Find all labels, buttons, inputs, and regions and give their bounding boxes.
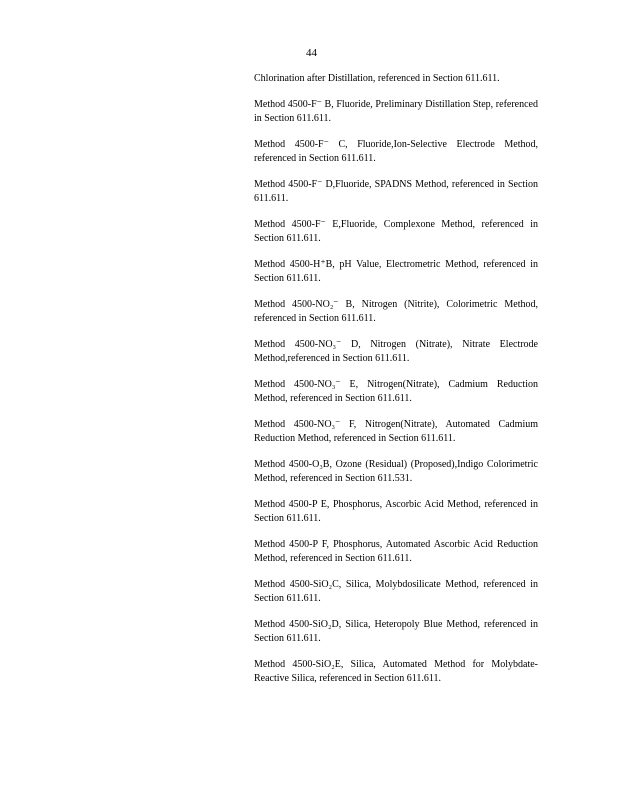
- list-item: Method 4500-SiO₂D, Silica, Heteropoly Blue Method, referenced in Section 611.611.: [254, 619, 538, 644]
- list-item: Method 4500-SiO₂E, Silica, Automated Method for Molybdate-Reactive Silica, referenced in Section 611.611.: [254, 659, 538, 684]
- list-item: Method 4500-F⁻ C, Fluoride,Ion-Selective Electrode Method, referenced in Section 611.611.: [254, 139, 538, 164]
- list-item: Method 4500-P E, Phosphorus, Ascorbic Acid Method, referenced in Section 611.611.: [254, 499, 538, 524]
- list-item: Method 4500-NO₃⁻ F, Nitrogen(Nitrate), Automated Cadmium Reduction Method, referenced in Section 611.611.: [254, 419, 538, 444]
- list-item: Method 4500-H⁺B, pH Value, Electrometric Method, referenced in Section 611.611.: [254, 259, 538, 284]
- list-item: Method 4500-SiO₂C, Silica, Molybdosilicate Method, referenced in Section 611.611.: [254, 579, 538, 604]
- list-item: Method 4500-P F, Phosphorus, Automated Ascorbic Acid Reduction Method, referenced in Section 611.611.: [254, 539, 538, 564]
- method-reference-list: [254, 72, 538, 698]
- list-item: Method 4500-O₃B, Ozone (Residual) (Proposed),Indigo Colorimetric Method, referenced in Section 611.531.: [254, 459, 538, 484]
- list-item: Chlorination after Distillation, referenced in Section 611.611.: [254, 73, 500, 84]
- page-number: 44: [306, 47, 317, 59]
- list-item: Method 4500-NO₂⁻ B, Nitrogen (Nitrite), Colorimetric Method, referenced in Section 611.611.: [254, 299, 538, 324]
- list-item: Method 4500-F⁻ E,Fluoride, Complexone Method, referenced in Section 611.611.: [254, 219, 538, 244]
- list-item: Method 4500-F⁻ D,Fluoride, SPADNS Method, referenced in Section 611.611.: [254, 179, 538, 204]
- list-item: Method 4500-NO₃⁻ D, Nitrogen (Nitrate), Nitrate Electrode Method,referenced in Section 611.611.: [254, 339, 538, 364]
- list-item: Method 4500-F⁻ B, Fluoride, Preliminary Distillation Step, referenced in Section 611.611.: [254, 99, 538, 124]
- list-item: Method 4500-NO₃⁻ E, Nitrogen(Nitrate), Cadmium Reduction Method, referenced in Section 611.611.: [254, 379, 538, 404]
